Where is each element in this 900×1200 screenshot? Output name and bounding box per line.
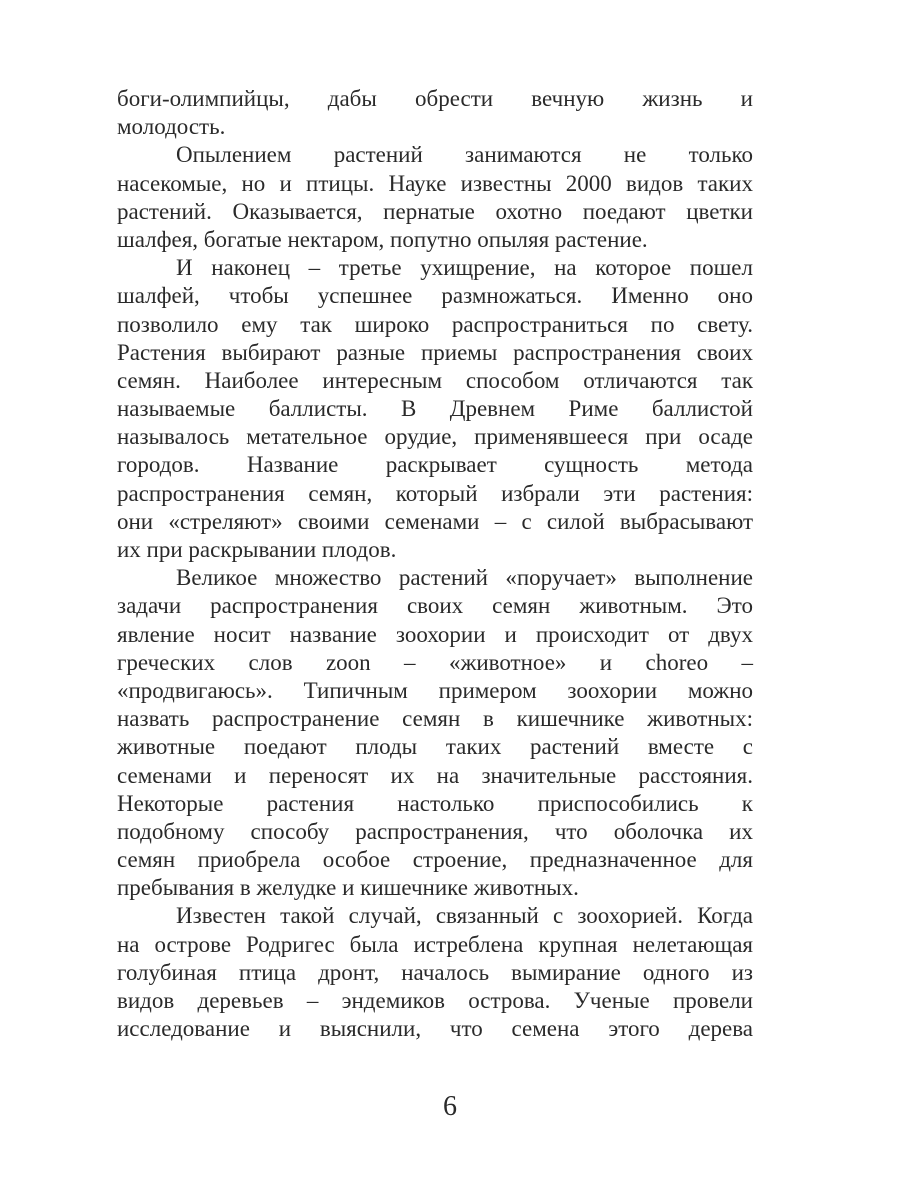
text-line: назвать распространение семян в кишечнике животных:	[117, 706, 753, 732]
text-line: они «стреляют» своими семенами – с силой выбрасывают	[117, 508, 753, 534]
paragraph	[117, 564, 753, 902]
text-line: семян. Наиболее интересным способом отличаются так	[117, 367, 753, 393]
text-line: Известен такой случай, связанный с зоохорией. Когда	[176, 903, 753, 929]
text-line: шалфей, чтобы успешнее размножаться. Именно оно	[117, 283, 753, 309]
text-line: греческих слов zoon – «животное» и choreo –	[117, 649, 753, 675]
text-line: Растения выбирают разные приемы распространения своих	[117, 339, 753, 365]
text-line: Опылением растений занимаются не только	[176, 142, 753, 168]
text-line: позволило ему так широко распространиться по свету.	[117, 311, 753, 337]
text-line: семенами и переносят их на значительные расстояния.	[117, 762, 753, 788]
body-text	[117, 85, 753, 1043]
text-line: называемые баллисты. В Древнем Риме баллистой	[117, 396, 753, 422]
page-number: 6	[443, 1091, 457, 1122]
text-line: боги-олимпийцы, дабы обрести вечную жизнь и	[117, 86, 753, 111]
text-line: Некоторые растения настолько приспособились к	[117, 790, 753, 816]
text-line: животные поедают плоды таких растений вместе с	[117, 734, 753, 760]
text-line: молодость.	[117, 114, 226, 140]
text-line: называлось метательное орудие, применявшееся при осаде	[117, 424, 753, 450]
text-line: исследование и выяснили, что семена этого дерева	[117, 1016, 753, 1042]
text-line: городов. Название раскрывает сущность метода	[117, 452, 753, 478]
text-line: пребывания в желудке и кишечнике животных.	[117, 875, 579, 901]
text-line: растений. Оказывается, пернатые охотно поедают цветки	[117, 198, 753, 224]
paragraph	[117, 141, 753, 254]
paragraph	[117, 85, 753, 141]
text-line: И наконец – третье ухищрение, на которое пошел	[176, 255, 753, 281]
text-line: задачи распространения своих семян животным. Это	[117, 593, 753, 619]
paragraph	[117, 254, 753, 564]
text-line: на острове Родригес была истреблена крупная нелетающая	[117, 931, 753, 957]
text-line: их при раскрывании плодов.	[117, 537, 397, 562]
text-line: подобному способу распространения, что оболочка их	[117, 818, 753, 844]
text-line: голубиная птица дронт, началось вымирание одного из	[117, 959, 753, 985]
text-line: распространения семян, который избрали эти растения:	[117, 480, 753, 506]
text-line: Великое множество растений «поручает» выполнение	[176, 565, 753, 591]
text-line: семян приобрела особое строение, предназначенное для	[117, 847, 753, 873]
text-line: видов деревьев – эндемиков острова. Ученые провели	[117, 988, 753, 1013]
paragraph	[117, 902, 753, 1043]
text-line: шалфея, богатые нектаром, попутно опыляя растение.	[117, 226, 648, 252]
text-line: «продвигаюсь». Типичным примером зоохории можно	[117, 677, 753, 703]
text-line: явление носит название зоохории и происходит от двух	[117, 621, 753, 647]
text-line: насекомые, но и птицы. Науке известны 2000 видов таких	[117, 170, 753, 196]
